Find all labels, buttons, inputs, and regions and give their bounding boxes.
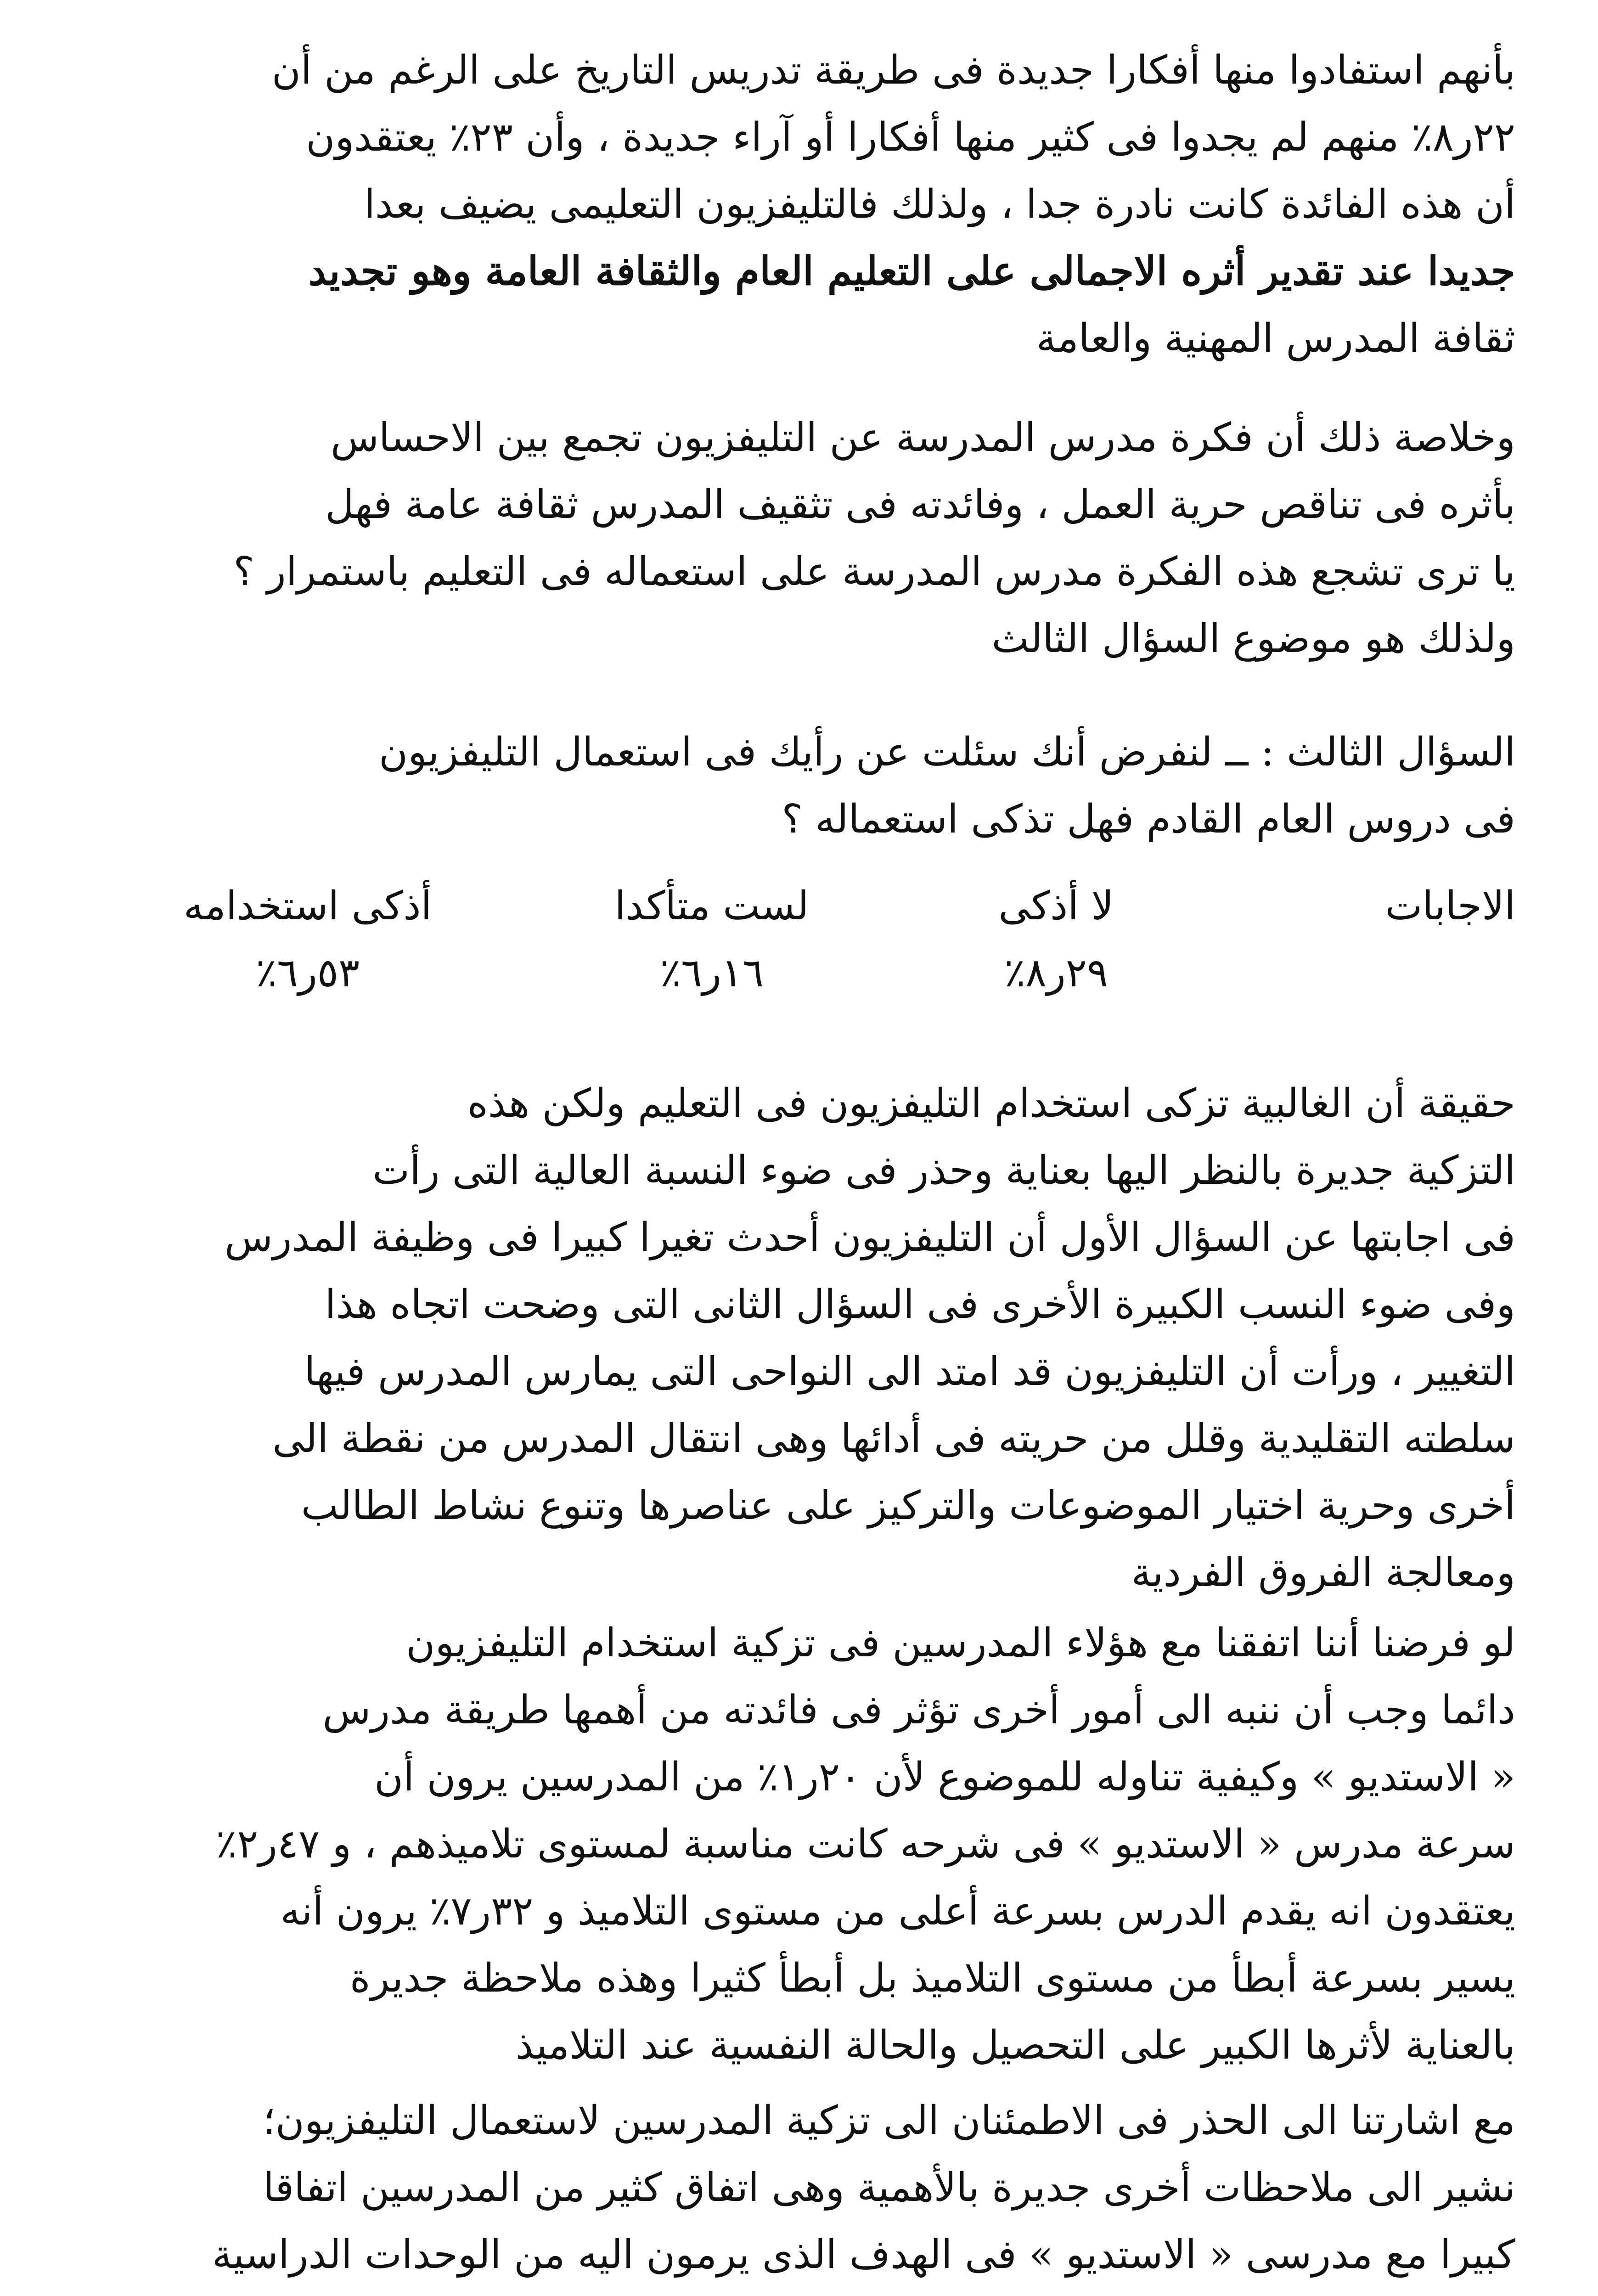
paragraph-line [110, 2288, 1515, 2296]
paragraph-line: لو فرضنا أننا اتفقنا مع هؤلاء المدرسين فى تزكية استخدام التليفزيون [406, 1620, 1515, 1666]
paragraph-line: ومعالجة الفروق الفردية [1131, 1550, 1515, 1596]
paragraph-line: ٢٢ر٨٪ منهم لم يجدوا فى كثير منها أفكارا أو آراء جديدة ، وأن ٢٣٪ يعتقدون [306, 114, 1515, 160]
answers-header: لست متأكدا [614, 883, 809, 929]
answers-value: ٥٣ر٦٪ [255, 950, 360, 996]
paragraph-line: سرعة مدرس « الاستديو » فى شرحه كانت مناسبة لمستوى تلاميذهم ، و ٤٧ر٢٪ [215, 1821, 1515, 1867]
paragraph-line: التغيير ، ورأت أن التليفزيون قد امتد الى النواحى التى يمارس المدرس فيها [304, 1349, 1515, 1395]
paragraph-line: بأنهم استفادوا منها أفكارا جديدة فى طريقة تدريس التاريخ على الرغم من أن [271, 47, 1515, 93]
paragraph-line: يسير بسرعة أبطأ من مستوى التلاميذ بل أبطأ كثيرا وهذه ملاحظة جديرة [349, 1955, 1515, 2001]
answers-column [918, 872, 1194, 1007]
answers-column [1341, 872, 1515, 940]
paragraph-5 [110, 1609, 1515, 2079]
answers-value: ٢٩ر٨٪ [1004, 950, 1108, 996]
answers-header: أذكى استخدامه [183, 883, 432, 929]
paragraph-line: حقيقة أن الغالبية تزكى استخدام التليفزيون فى التعليم ولكن هذه [467, 1080, 1515, 1126]
paragraph-line: فى اجابتها عن السؤال الأول أن التليفزيون أحدث تغيرا كبيرا فى وظيفة المدرس [224, 1215, 1515, 1261]
paragraph-2 [110, 404, 1515, 672]
paragraph-line: أخرى وحرية اختيار الموضوعات والتركيز على عناصرها وتنوع نشاط الطالب [301, 1483, 1515, 1529]
paragraph-line: التزكية جديرة بالنظر اليها بعناية وحذر فى ضوء النسبة العالية التى رأت [372, 1148, 1515, 1193]
paragraph-6 [110, 2087, 1515, 2296]
paragraph-line: جديدا عند تقدير أثره الاجمالى على التعليم العام والثقافة العامة وهو تجديد [308, 248, 1515, 294]
answers-header: الاجابات [1385, 883, 1515, 929]
answers-header: لا أذكى [998, 883, 1114, 929]
paragraph-line: السؤال الثالث : ــ لنفرض أنك سئلت عن رأيك فى استعمال التليفزيون [378, 729, 1515, 775]
paragraph-line: مع اشارتنا الى الحذر فى الاطمئنان الى تزكية المدرسين لاستعمال التليفزيون؛ [263, 2098, 1515, 2144]
paragraph-line: وخلاصة ذلك أن فكرة مدرس المدرسة عن التليفزيون تجمع بين الاحساس [330, 415, 1515, 461]
answers-table [110, 872, 1515, 1010]
paragraph-line: وفى ضوء النسب الكبيرة الأخرى فى السؤال الثانى التى وضحت اتجاه هذا [325, 1282, 1515, 1328]
paragraph-line: يعتقدون انه يقدم الدرس بسرعة أعلى من مستوى التلاميذ و ٣٢ر٧٪ يرون أنه [280, 1888, 1515, 1934]
paragraph-line: يا ترى تشجع هذه الفكرة مدرس المدرسة على استعماله فى التعليم باستمرار ؟ [233, 549, 1515, 595]
paragraph-line: أن هذه الفائدة كانت نادرة جدا ، ولذلك فالتليفزيون التعليمى يضيف بعدا [364, 181, 1515, 227]
question-3 [110, 719, 1515, 853]
paragraph-line: بأثره فى تناقص حرية العمل ، وفائدته فى تثقيف المدرس ثقافة عامة فهل [325, 482, 1515, 528]
paragraph-line: بالعناية لأثرها الكبير على التحصيل والحالة النفسية عند التلاميذ [515, 2022, 1515, 2068]
paragraph-line: « الاستديو » وكيفية تناوله للموضوع لأن ٢٠ر١٪ من المدرسين يرون أن [374, 1754, 1515, 1800]
answers-value: ١٦ر٦٪ [659, 950, 764, 996]
paragraph-4 [110, 1070, 1515, 1606]
answers-column [110, 872, 505, 1007]
answers-column [505, 872, 918, 1007]
paragraph-1 [110, 37, 1515, 372]
paragraph-line: فى دروس العام القادم فهل تذكى استعماله ؟ [782, 796, 1515, 842]
paragraph-line: سلطته التقليدية وقلل من حريته فى أدائها وهى انتقال المدرس من نقطة الى [272, 1416, 1515, 1462]
paragraph-line: دائما وجب أن ننبه الى أمور أخرى تؤثر فى فائدته من أهمها طريقة مدرس [322, 1687, 1515, 1733]
paragraph-line: ثقافة المدرس المهنية والعامة [1036, 315, 1515, 361]
paragraph-line: نشير الى ملاحظات أخرى جديرة بالأهمية وهى اتفاق كثير من المدرسين اتفاقا [263, 2165, 1515, 2211]
paragraph-line: ولذلك هو موضوع السؤال الثالث [991, 616, 1515, 662]
paragraph-line: كبيرا مع مدرسى « الاستديو » فى الهدف الذى يرمون اليه من الوحدات الدراسية [212, 2232, 1515, 2278]
